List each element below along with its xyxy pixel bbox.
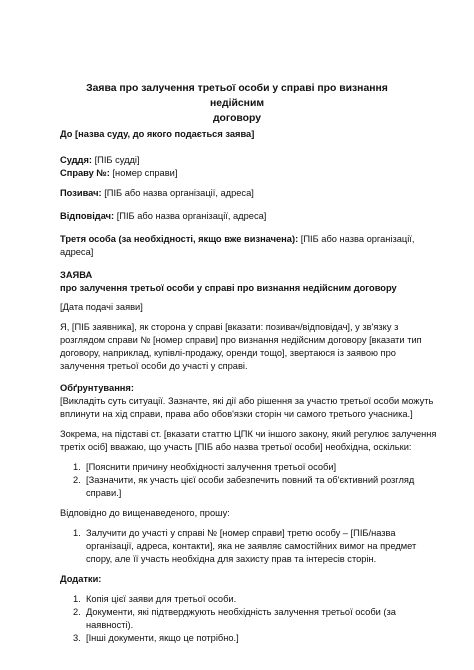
attachment-2-number: 2. [73, 607, 81, 617]
request-1-line-1: Залучити до участі у справі № [номер справи] третю особу – [ПІБ/назва [86, 528, 396, 538]
case-value: [номер справи] [109, 168, 178, 178]
court-line: До [назва суду, до якого подається заява] [60, 129, 255, 139]
title-line-1: Заява про залучення третьої особи у справі про визнання недійсним [86, 83, 388, 109]
third-party-value-1: [ПІБ або назва організації, [298, 234, 415, 244]
plaintiff-value: [ПІБ або назва організації, адреса] [101, 188, 254, 198]
reason-1-number: 1. [73, 462, 81, 472]
judge-label: Суддя: [60, 155, 92, 165]
request-1-line-2: організації, адреса, контакти], яка не заявляє самостійних вимог на предмет [86, 541, 417, 551]
intro-line-4: залучення третьої особи до участі у справі. [60, 361, 248, 371]
defendant-field [60, 209, 420, 224]
grounds-line-1: [Викладіть суть ситуації. Зазначте, які дії або рішення за участю третьої особи можуть [60, 396, 434, 406]
basis-line-1: Зокрема, на підставі ст. [вказати статтю ЦПК чи іншого закону, який регулює залучення [60, 429, 437, 439]
third-party-value-2: адреса] [60, 247, 94, 257]
attachments-title: Додатки: [60, 574, 102, 584]
attachment-1-line-1: Копія цієї заяви для третьої особи. [86, 594, 237, 604]
plaintiff-field [60, 186, 420, 201]
defendant-value: [ПІБ або назва організації, адреса] [114, 211, 267, 221]
intro-line-2: розглядом справи № [номер справи] про визнання недійсним договору [вказати тип [60, 335, 422, 345]
case-label: Справу №: [60, 168, 110, 178]
plaintiff-label: Позивач: [60, 188, 102, 198]
attachment-1-number: 1. [73, 594, 81, 604]
attachment-3-number: 3. [73, 633, 81, 643]
third-party-label: Третя особа (за необхідності, якщо вже визначена): [60, 234, 299, 244]
defendant-label: Відповідач: [60, 211, 115, 221]
reason-1-line-1: [Пояснити причину необхідності залучення третьої особи] [86, 462, 337, 472]
request-1-number: 1. [73, 528, 81, 538]
submission-date: [Дата подачі заяви] [60, 302, 143, 312]
reason-2-line-1: [Зазначити, як участь цієї особи забезпечить повний та об'єктивний розгляд [86, 475, 415, 485]
basis-line-2: третіх осіб] вважаю, що участь [ПІБ або назва третьої особи] необхідна, оскільки: [60, 442, 412, 452]
grounds-title: Обґрунтування: [60, 383, 134, 393]
document-title [60, 81, 414, 126]
statement-heading: ЗАЯВА [60, 270, 93, 280]
reason-2-line-2: справи.] [86, 488, 122, 498]
intro-line-1: Я, [ПІБ заявника], як сторона у справі [вказати: позивач/відповідач], у зв'язку з [60, 322, 399, 332]
statement-subheading: про залучення третьої особи у справі про визнання недійсним договору [60, 283, 397, 293]
attachment-3-line-1: [Інші документи, якщо це потрібно.] [86, 633, 239, 643]
reason-2-number: 2. [73, 475, 81, 485]
request-1-line-3: спору, але її участь необхідна для захисту прав та інтересів сторін. [86, 554, 377, 564]
grounds-line-2: вплинути на хід справи, права або обов'язки сторін чи самого третього учасника.] [60, 409, 413, 419]
judge-value: [ПІБ судді] [91, 155, 140, 165]
intro-line-3: договору, наприклад, купівлі-продажу, оренди тощо], звертаюся із заявою про [60, 348, 396, 358]
attachment-2-line-2: наявності). [86, 620, 134, 630]
attachment-2-line-1: Документи, які підтверджують необхідність залучення третьої особи (за [86, 607, 396, 617]
title-line-2: договору [212, 113, 262, 124]
request-intro: Відповідно до вищенаведеного, прошу: [60, 508, 230, 518]
case-field [60, 166, 420, 181]
